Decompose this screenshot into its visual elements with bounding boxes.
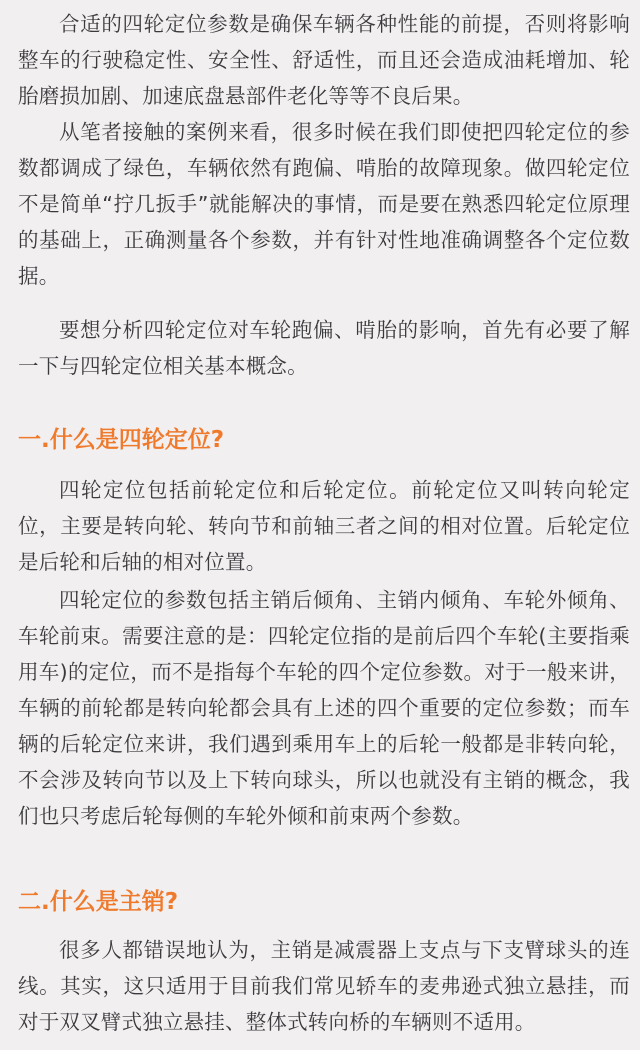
section-heading-kingpin: 二.什么是主销? <box>18 889 179 915</box>
alignment-parameters-paragraph: 四轮定位的参数包括主销后倾角、主销内倾角、车轮外倾角、车轮前束。需要注意的是：四轮定位指的是前后四个车轮(主要指乘用车)的定位，而不是指每个车轮的四个定位参数。对于一般来讲，车辆的前轮都是转向轮都会具有上述的四个重要的定位参数；而车辆的后轮定位来讲，我们遇到乘用车上的后轮一般都是非转向轮，不会涉及转向节以及上下转向球头，所以也就没有主销的概念，我们也只考虑后轮每侧的车轮外倾和前束两个参数。 <box>18 588 630 828</box>
intro-paragraph: 合适的四轮定位参数是确保车辆各种性能的前提，否则将影响整车的行驶稳定性、安全性、舒适性，而且还会造成油耗增加、轮胎磨损加剧、加速底盘悬部件老化等等不良后果。 <box>18 12 630 108</box>
case-paragraph: 从笔者接触的案例来看，很多时候在我们即使把四轮定位的参数都调成了绿色，车辆依然有跑偏、啃胎的故障现象。做四轮定位不是简单“拧几扳手”就能解决的事情，而是要在熟悉四轮定位原理的基础上，正确测量各个参数，并有针对性地准确调整各个定位数据。 <box>18 120 630 288</box>
section-heading-four-wheel-alignment: 一.什么是四轮定位? <box>18 427 225 453</box>
concept-intro-paragraph: 要想分析四轮定位对车轮跑偏、啃胎的影响，首先有必要了解一下与四轮定位相关基本概念。 <box>18 318 630 378</box>
kingpin-paragraph: 很多人都错误地认为，主销是减震器上支点与下支臂球头的连线。其实，这只适用于目前我们常见轿车的麦弗逊式独立悬挂，而对于双叉臂式独立悬挂、整体式转向桥的车辆则不适用。 <box>18 938 630 1034</box>
alignment-definition-paragraph: 四轮定位包括前轮定位和后轮定位。前轮定位又叫转向轮定位，主要是转向轮、转向节和前轴三者之间的相对位置。后轮定位是后轮和后轴的相对位置。 <box>18 478 630 574</box>
